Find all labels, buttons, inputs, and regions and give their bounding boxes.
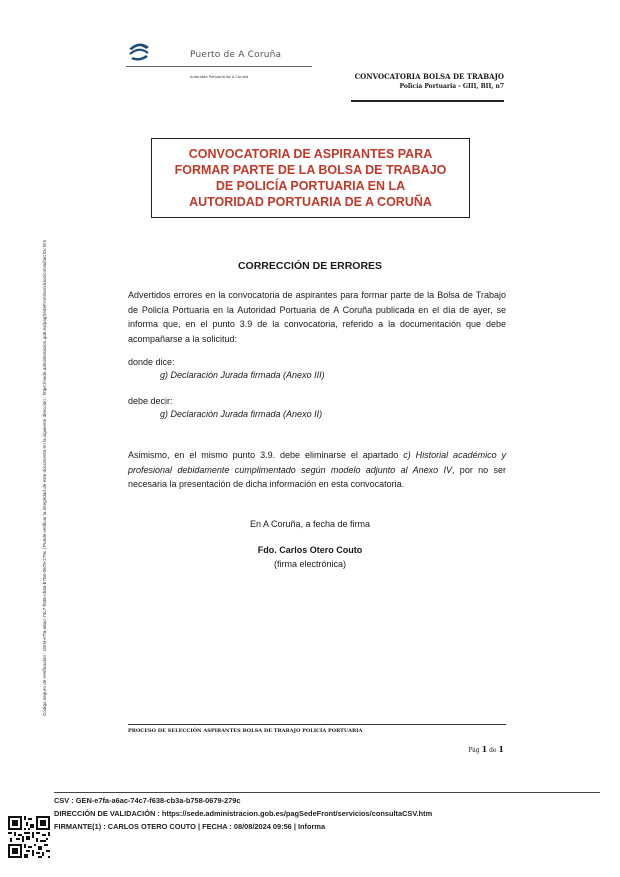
page-sep: de xyxy=(489,747,497,754)
debe-decir-label: debe decir: xyxy=(128,396,173,406)
signature-note: (firma electrónica) xyxy=(273,559,347,569)
header-rule xyxy=(351,100,504,102)
signer-info: FIRMANTE(1) : CARLOS OTERO COUTO | FECHA : 08/08/2024 09:56 | Informa xyxy=(54,822,326,831)
page-prefix: Pág xyxy=(468,747,480,754)
donde-dice-label: donde dice: xyxy=(128,357,175,367)
title-line: AUTORIDAD PORTUARIA DE A CORUÑA xyxy=(189,195,432,209)
header-right-title: CONVOCATORIA BOLSA DE TRABAJO xyxy=(354,72,504,81)
para2-italic: c) Historial académico y profesional debidamente cumplimentado según modelo adjunto al Anexo IV xyxy=(128,450,506,475)
section-heading: CORRECCIÓN DE ERRORES xyxy=(237,260,383,272)
header-right-subtitle: Policía Portuaria - GIII, BII, n7 xyxy=(399,83,504,90)
validation-url[interactable]: DIRECCIÓN DE VALIDACIÓN : https://sede.administracion.gob.es/pagSedeFront/servicios/consultaCSV.htm xyxy=(54,809,433,818)
footer-process: PROCESO DE SELECCIÓN ASPIRANTES BOLSA DE TRABAJO POLICÍA PORTUARIA xyxy=(128,728,363,734)
para2-start: Asimismo, en el mismo punto 3.9. debe eliminarse el apartado xyxy=(128,450,404,460)
page-total: 1 xyxy=(498,744,504,754)
qr-code xyxy=(8,816,50,858)
org-name: Puerto de A Coruña xyxy=(190,50,282,60)
csv-code: CSV : GEN-e7fa-a6ac-74c7-f638-cb3a-b758-0679-279c xyxy=(54,796,241,805)
title-line: FORMAR PARTE DE LA BOLSA DE TRABAJO xyxy=(174,163,447,177)
title-box xyxy=(151,138,470,218)
para2-end: , por no ser necesaria la presentación de dicha información en esta convocatoria. xyxy=(128,464,506,489)
side-verification-text: Código seguro de Verificación : GEN-e7fa-a6ac-74c7-f638-cb3a-b758-0679-279c | Puede verificar la integridad de este documento en la siguiente dirección : https://sede.administracion.gob.es/pagSedeFront/servicios/consultaCSV.htm xyxy=(42,239,47,716)
verification-rule xyxy=(54,792,600,793)
debe-decir-text: g) Declaración Jurada firmada (Anexo II) xyxy=(160,409,323,419)
logo-divider xyxy=(126,66,312,67)
page-current: 1 xyxy=(481,744,488,754)
title-line: CONVOCATORIA DE ASPIRANTES PARA xyxy=(188,147,433,161)
title-line: DE POLICÍA PORTUARIA EN LA xyxy=(215,179,406,193)
port-logo xyxy=(126,40,152,66)
page-number xyxy=(468,744,504,754)
intro-paragraph: Advertidos errores en la convocatoria de aspirantes para formar parte de la Bolsa de Trabajo de Policía Portuaria en la Autoridad Portuaria de A Coruña publicada en el día de ayer, se informa que, en el punto 3.9 de la convocatoria, referido a la documentación que debe acompañarse a la solicitud: xyxy=(128,290,506,344)
org-subtitle: Autoridad Portuaria de A Coruña xyxy=(190,75,249,79)
place-date: En A Coruña, a fecha de firma xyxy=(249,519,371,529)
second-paragraph xyxy=(128,448,506,492)
donde-dice-text: g) Declaración Jurada firmada (Anexo III) xyxy=(160,370,325,380)
signer-name: Fdo. Carlos Otero Couto xyxy=(257,545,363,555)
footer-rule xyxy=(128,724,506,725)
